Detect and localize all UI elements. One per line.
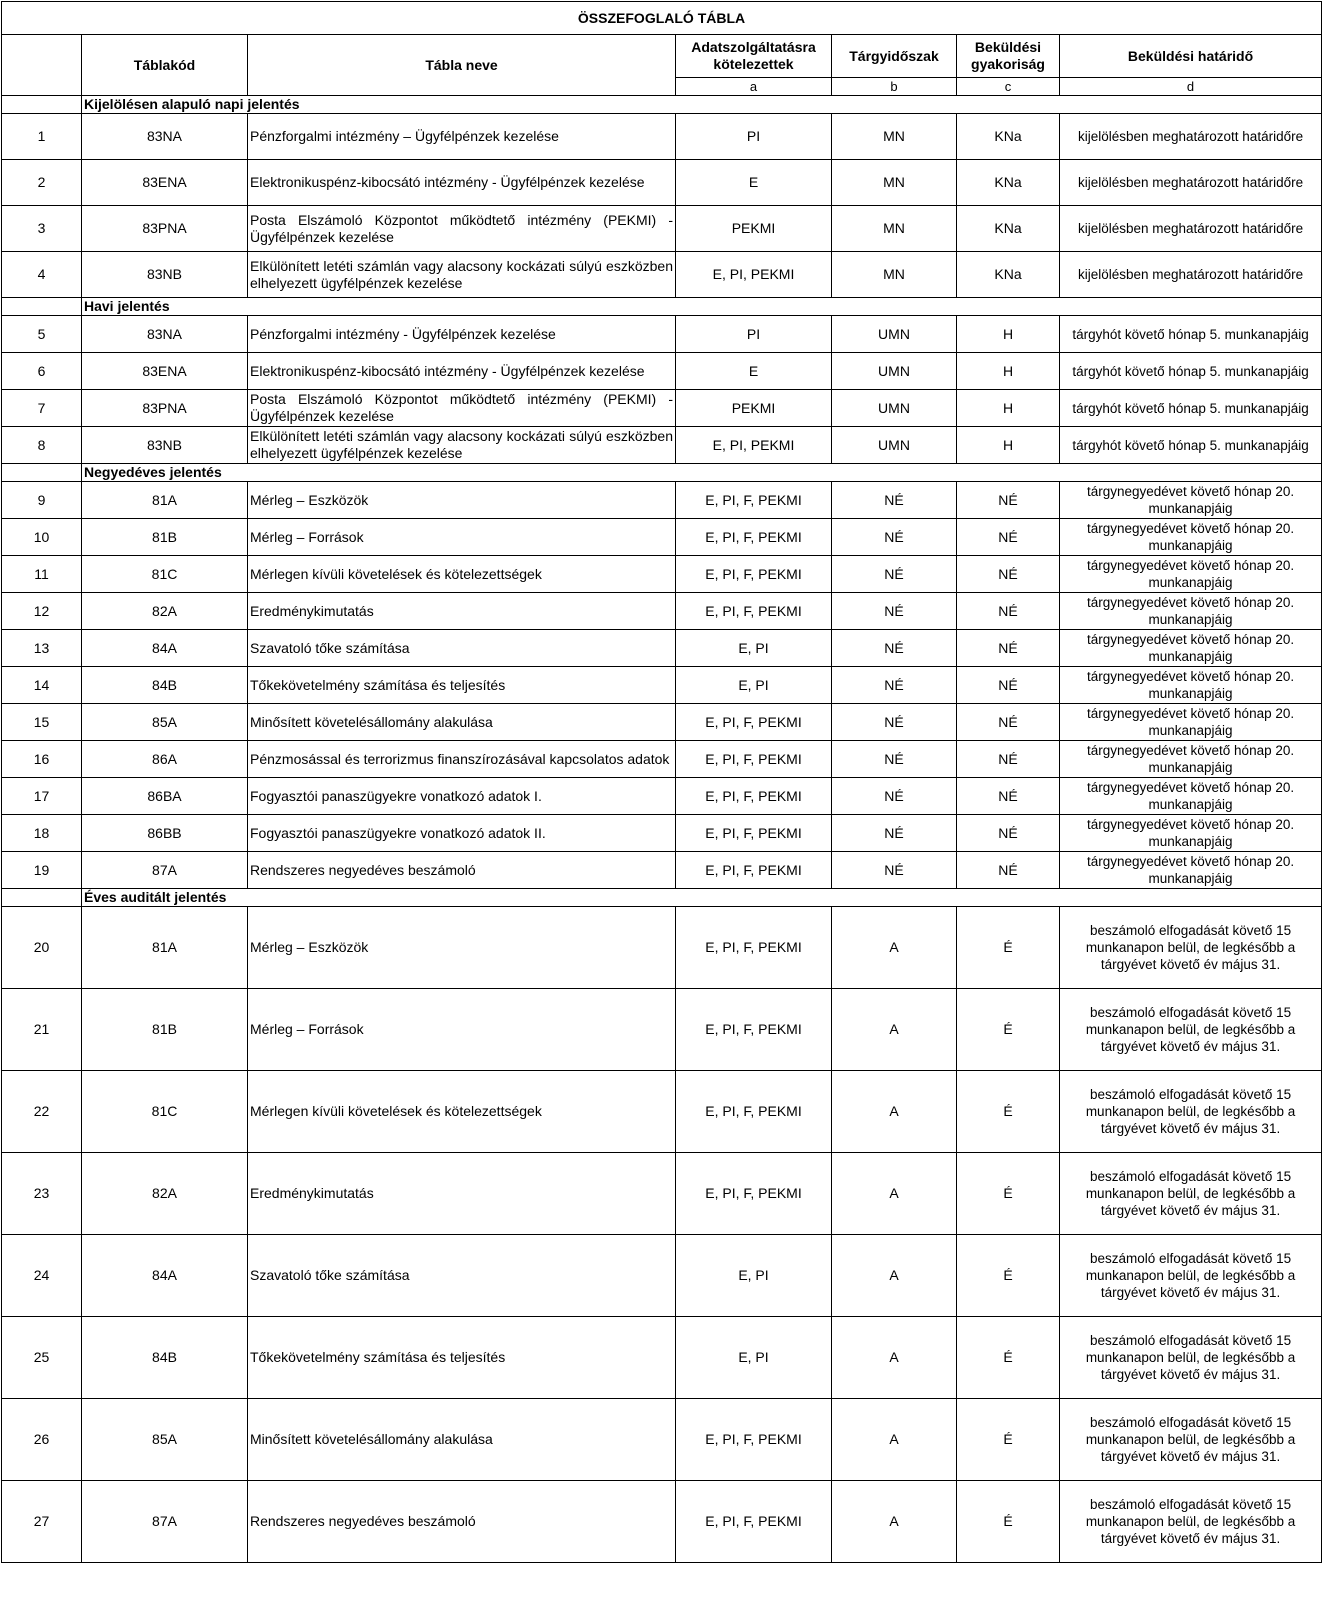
reference-period: MN <box>832 206 957 252</box>
submission-deadline: tárgynegyedévet követő hónap 20. munkanapjáig <box>1060 778 1322 815</box>
section-blank-cell <box>2 96 82 114</box>
table-code: 81A <box>82 907 248 989</box>
table-name: Tőkekövetelmény számítása és teljesítés <box>248 667 676 704</box>
reference-period: MN <box>832 114 957 160</box>
table-name: Elektronikuspénz-kibocsátó intézmény - Ügyfélpénzek kezelése <box>248 353 676 390</box>
table-code: 83NA <box>82 114 248 160</box>
header-letter-d: d <box>1060 78 1322 96</box>
section-blank-cell <box>2 464 82 482</box>
obligated-entities: E, PI, F, PEKMI <box>676 989 832 1071</box>
table-row <box>2 353 1322 390</box>
table-name: Elkülönített letéti számlán vagy alacsony kockázati súlyú eszközben elhelyezett ügyfélpénzek kezelése <box>248 427 676 464</box>
header-no <box>2 35 82 96</box>
table-row <box>2 1153 1322 1235</box>
obligated-entities: E, PI, F, PEKMI <box>676 852 832 889</box>
table-name: Minősített követelésállomány alakulása <box>248 1399 676 1481</box>
table-name: Mérlegen kívüli követelések és kötelezettségek <box>248 1071 676 1153</box>
submission-frequency: H <box>957 390 1060 427</box>
row-number: 1 <box>2 114 82 160</box>
table-row <box>2 252 1322 298</box>
section-title: Havi jelentés <box>82 298 1322 316</box>
table-row <box>2 907 1322 989</box>
reference-period: NÉ <box>832 704 957 741</box>
reference-period: NÉ <box>832 741 957 778</box>
row-number: 25 <box>2 1317 82 1399</box>
row-number: 17 <box>2 778 82 815</box>
reference-period: NÉ <box>832 482 957 519</box>
reference-period: MN <box>832 160 957 206</box>
obligated-entities: E, PI, F, PEKMI <box>676 593 832 630</box>
submission-frequency: KNa <box>957 160 1060 206</box>
submission-deadline: beszámoló elfogadását követő 15 munkanapon belül, de legkésőbb a tárgyévet követő év május 31. <box>1060 1071 1322 1153</box>
table-row <box>2 482 1322 519</box>
submission-frequency: É <box>957 1235 1060 1317</box>
obligated-entities: E, PI, F, PEKMI <box>676 815 832 852</box>
submission-frequency: KNa <box>957 114 1060 160</box>
table-row <box>2 519 1322 556</box>
row-number: 9 <box>2 482 82 519</box>
table-row <box>2 160 1322 206</box>
submission-frequency: NÉ <box>957 667 1060 704</box>
header-period: Tárgyidőszak <box>832 35 957 78</box>
submission-deadline: kijelölésben meghatározott határidőre <box>1060 160 1322 206</box>
summary-table <box>1 1 1322 1563</box>
submission-deadline: tárgynegyedévet követő hónap 20. munkanapjáig <box>1060 852 1322 889</box>
obligated-entities: E, PI, F, PEKMI <box>676 1399 832 1481</box>
obligated-entities: E, PI, F, PEKMI <box>676 1153 832 1235</box>
table-row <box>2 1481 1322 1563</box>
submission-deadline: beszámoló elfogadását követő 15 munkanapon belül, de legkésőbb a tárgyévet követő év május 31. <box>1060 989 1322 1071</box>
submission-deadline: beszámoló elfogadását követő 15 munkanapon belül, de legkésőbb a tárgyévet követő év május 31. <box>1060 1153 1322 1235</box>
submission-frequency: NÉ <box>957 519 1060 556</box>
table-row <box>2 1235 1322 1317</box>
submission-deadline: tárgynegyedévet követő hónap 20. munkanapjáig <box>1060 741 1322 778</box>
reference-period: NÉ <box>832 815 957 852</box>
submission-deadline: tárgynegyedévet követő hónap 20. munkanapjáig <box>1060 519 1322 556</box>
row-number: 20 <box>2 907 82 989</box>
table-name: Fogyasztói panaszügyekre vonatkozó adatok II. <box>248 815 676 852</box>
submission-frequency: NÉ <box>957 704 1060 741</box>
header-letter-b: b <box>832 78 957 96</box>
section-title: Éves auditált jelentés <box>82 889 1322 907</box>
header-row <box>2 35 1322 78</box>
table-code: 81C <box>82 556 248 593</box>
table-name: Pénzforgalmi intézmény - Ügyfélpénzek kezelése <box>248 316 676 353</box>
submission-frequency: É <box>957 1317 1060 1399</box>
submission-frequency: KNa <box>957 252 1060 298</box>
row-number: 26 <box>2 1399 82 1481</box>
table-code: 85A <box>82 704 248 741</box>
obligated-entities: E, PI, PEKMI <box>676 427 832 464</box>
obligated-entities: E, PI <box>676 1317 832 1399</box>
submission-deadline: tárgynegyedévet követő hónap 20. munkanapjáig <box>1060 667 1322 704</box>
table-row <box>2 1399 1322 1481</box>
table-row <box>2 427 1322 464</box>
row-number: 6 <box>2 353 82 390</box>
table-code: 86A <box>82 741 248 778</box>
row-number: 8 <box>2 427 82 464</box>
table-row <box>2 852 1322 889</box>
reference-period: NÉ <box>832 630 957 667</box>
reference-period: UMN <box>832 316 957 353</box>
table-code: 84B <box>82 1317 248 1399</box>
table-code: 86BB <box>82 815 248 852</box>
submission-deadline: tárgynegyedévet követő hónap 20. munkanapjáig <box>1060 704 1322 741</box>
table-name: Minősített követelésállomány alakulása <box>248 704 676 741</box>
table-code: 86BA <box>82 778 248 815</box>
submission-frequency: É <box>957 1153 1060 1235</box>
obligated-entities: E, PI, F, PEKMI <box>676 1071 832 1153</box>
reference-period: A <box>832 1235 957 1317</box>
submission-frequency: NÉ <box>957 556 1060 593</box>
row-number: 27 <box>2 1481 82 1563</box>
submission-deadline: tárgyhót követő hónap 5. munkanapjáig <box>1060 427 1322 464</box>
submission-frequency: NÉ <box>957 815 1060 852</box>
reference-period: NÉ <box>832 519 957 556</box>
section-blank-cell <box>2 889 82 907</box>
row-number: 18 <box>2 815 82 852</box>
table-row <box>2 114 1322 160</box>
table-code: 85A <box>82 1399 248 1481</box>
table-name: Rendszeres negyedéves beszámoló <box>248 852 676 889</box>
table-row <box>2 704 1322 741</box>
table-name: Pénzforgalmi intézmény – Ügyfélpénzek kezelése <box>248 114 676 160</box>
table-code: 84A <box>82 1235 248 1317</box>
header-deadline: Beküldési határidő <box>1060 35 1322 78</box>
row-number: 14 <box>2 667 82 704</box>
table-name: Mérleg – Források <box>248 519 676 556</box>
row-number: 15 <box>2 704 82 741</box>
submission-frequency: É <box>957 1481 1060 1563</box>
submission-deadline: kijelölésben meghatározott határidőre <box>1060 206 1322 252</box>
reference-period: A <box>832 1399 957 1481</box>
submission-frequency: NÉ <box>957 630 1060 667</box>
table-name: Elkülönített letéti számlán vagy alacsony kockázati súlyú eszközben elhelyezett ügyfélpénzek kezelése <box>248 252 676 298</box>
table-code: 84B <box>82 667 248 704</box>
submission-frequency: NÉ <box>957 741 1060 778</box>
section-title: Negyedéves jelentés <box>82 464 1322 482</box>
reference-period: A <box>832 1481 957 1563</box>
obligated-entities: E, PI, F, PEKMI <box>676 704 832 741</box>
submission-frequency: H <box>957 427 1060 464</box>
table-code: 83PNA <box>82 390 248 427</box>
table-row <box>2 989 1322 1071</box>
obligated-entities: E, PI, F, PEKMI <box>676 556 832 593</box>
submission-frequency: H <box>957 316 1060 353</box>
row-number: 22 <box>2 1071 82 1153</box>
obligated-entities: E, PI <box>676 1235 832 1317</box>
table-name: Eredménykimutatás <box>248 1153 676 1235</box>
table-row <box>2 815 1322 852</box>
table-name: Eredménykimutatás <box>248 593 676 630</box>
obligated-entities: E, PI, F, PEKMI <box>676 1481 832 1563</box>
table-code: 87A <box>82 1481 248 1563</box>
table-code: 81B <box>82 989 248 1071</box>
table-name: Elektronikuspénz-kibocsátó intézmény - Ügyfélpénzek kezelése <box>248 160 676 206</box>
table-row <box>2 206 1322 252</box>
obligated-entities: E, PI, F, PEKMI <box>676 741 832 778</box>
table-row <box>2 630 1322 667</box>
row-number: 19 <box>2 852 82 889</box>
table-code: 83PNA <box>82 206 248 252</box>
submission-deadline: tárgynegyedévet követő hónap 20. munkanapjáig <box>1060 630 1322 667</box>
row-number: 5 <box>2 316 82 353</box>
submission-frequency: KNa <box>957 206 1060 252</box>
table-row <box>2 778 1322 815</box>
table-code: 83NA <box>82 316 248 353</box>
obligated-entities: E, PI, F, PEKMI <box>676 519 832 556</box>
submission-frequency: H <box>957 353 1060 390</box>
submission-deadline: tárgyhót követő hónap 5. munkanapjáig <box>1060 353 1322 390</box>
submission-frequency: NÉ <box>957 593 1060 630</box>
submission-frequency: É <box>957 1071 1060 1153</box>
table-code: 87A <box>82 852 248 889</box>
table-code: 83NB <box>82 427 248 464</box>
obligated-entities: E, PI, F, PEKMI <box>676 907 832 989</box>
obligated-entities: PEKMI <box>676 390 832 427</box>
table-name: Tőkekövetelmény számítása és teljesítés <box>248 1317 676 1399</box>
table-name: Szavatoló tőke számítása <box>248 630 676 667</box>
section-header-row <box>2 96 1322 114</box>
obligated-entities: E <box>676 160 832 206</box>
table-code: 83ENA <box>82 353 248 390</box>
header-code: Táblakód <box>82 35 248 96</box>
row-number: 16 <box>2 741 82 778</box>
table-row <box>2 390 1322 427</box>
row-number: 24 <box>2 1235 82 1317</box>
row-number: 10 <box>2 519 82 556</box>
row-number: 23 <box>2 1153 82 1235</box>
row-number: 7 <box>2 390 82 427</box>
submission-deadline: beszámoló elfogadását követő 15 munkanapon belül, de legkésőbb a tárgyévet követő év május 31. <box>1060 1235 1322 1317</box>
section-header-row <box>2 464 1322 482</box>
submission-deadline: tárgynegyedévet követő hónap 20. munkanapjáig <box>1060 593 1322 630</box>
row-number: 4 <box>2 252 82 298</box>
reference-period: UMN <box>832 353 957 390</box>
submission-frequency: É <box>957 907 1060 989</box>
reference-period: MN <box>832 252 957 298</box>
header-obligated: Adatszolgáltatásra kötelezettek <box>676 35 832 78</box>
table-code: 83NB <box>82 252 248 298</box>
table-name: Mérleg – Források <box>248 989 676 1071</box>
section-title: Kijelölésen alapuló napi jelentés <box>82 96 1322 114</box>
header-frequency: Beküldési gyakoriság <box>957 35 1060 78</box>
table-code: 82A <box>82 593 248 630</box>
table-title: ÖSSZEFOGLALÓ TÁBLA <box>2 2 1322 35</box>
table-row <box>2 593 1322 630</box>
reference-period: A <box>832 1071 957 1153</box>
table-name: Mérleg – Eszközök <box>248 907 676 989</box>
obligated-entities: PEKMI <box>676 206 832 252</box>
table-row <box>2 667 1322 704</box>
table-code: 81A <box>82 482 248 519</box>
obligated-entities: E <box>676 353 832 390</box>
table-row <box>2 1317 1322 1399</box>
obligated-entities: E, PI, PEKMI <box>676 252 832 298</box>
submission-deadline: tárgynegyedévet követő hónap 20. munkanapjáig <box>1060 815 1322 852</box>
table-name: Fogyasztói panaszügyekre vonatkozó adatok I. <box>248 778 676 815</box>
reference-period: A <box>832 1153 957 1235</box>
reference-period: NÉ <box>832 778 957 815</box>
submission-deadline: tárgyhót követő hónap 5. munkanapjáig <box>1060 316 1322 353</box>
table-code: 81B <box>82 519 248 556</box>
obligated-entities: PI <box>676 316 832 353</box>
table-name: Posta Elszámoló Központot működtető intézmény (PEKMI) - Ügyfélpénzek kezelése <box>248 206 676 252</box>
table-code: 83ENA <box>82 160 248 206</box>
submission-deadline: kijelölésben meghatározott határidőre <box>1060 252 1322 298</box>
table-name: Posta Elszámoló Központot működtető intézmény (PEKMI) - Ügyfélpénzek kezelése <box>248 390 676 427</box>
row-number: 12 <box>2 593 82 630</box>
reference-period: A <box>832 907 957 989</box>
reference-period: A <box>832 1317 957 1399</box>
reference-period: NÉ <box>832 593 957 630</box>
row-number: 13 <box>2 630 82 667</box>
obligated-entities: E, PI, F, PEKMI <box>676 778 832 815</box>
submission-deadline: tárgynegyedévet követő hónap 20. munkanapjáig <box>1060 556 1322 593</box>
section-blank-cell <box>2 298 82 316</box>
header-letter-c: c <box>957 78 1060 96</box>
table-name: Rendszeres negyedéves beszámoló <box>248 1481 676 1563</box>
table-row <box>2 741 1322 778</box>
obligated-entities: PI <box>676 114 832 160</box>
submission-deadline: tárgynegyedévet követő hónap 20. munkanapjáig <box>1060 482 1322 519</box>
submission-deadline: beszámoló elfogadását követő 15 munkanapon belül, de legkésőbb a tárgyévet követő év május 31. <box>1060 1481 1322 1563</box>
row-number: 11 <box>2 556 82 593</box>
submission-frequency: NÉ <box>957 778 1060 815</box>
table-row <box>2 316 1322 353</box>
table-name: Mérlegen kívüli követelések és kötelezettségek <box>248 556 676 593</box>
submission-deadline: kijelölésben meghatározott határidőre <box>1060 114 1322 160</box>
row-number: 3 <box>2 206 82 252</box>
header-letter-a: a <box>676 78 832 96</box>
submission-deadline: beszámoló elfogadását követő 15 munkanapon belül, de legkésőbb a tárgyévet követő év május 31. <box>1060 907 1322 989</box>
title-row <box>2 2 1322 35</box>
obligated-entities: E, PI, F, PEKMI <box>676 482 832 519</box>
submission-deadline: beszámoló elfogadását követő 15 munkanapon belül, de legkésőbb a tárgyévet követő év május 31. <box>1060 1399 1322 1481</box>
table-name: Mérleg – Eszközök <box>248 482 676 519</box>
table-code: 84A <box>82 630 248 667</box>
section-header-row <box>2 889 1322 907</box>
table-name: Pénzmosással és terrorizmus finanszírozásával kapcsolatos adatok <box>248 741 676 778</box>
reference-period: NÉ <box>832 852 957 889</box>
table-row <box>2 1071 1322 1153</box>
submission-frequency: É <box>957 1399 1060 1481</box>
table-row <box>2 556 1322 593</box>
obligated-entities: E, PI <box>676 667 832 704</box>
submission-frequency: NÉ <box>957 482 1060 519</box>
reference-period: NÉ <box>832 556 957 593</box>
reference-period: A <box>832 989 957 1071</box>
submission-frequency: NÉ <box>957 852 1060 889</box>
reference-period: UMN <box>832 427 957 464</box>
submission-frequency: É <box>957 989 1060 1071</box>
table-code: 82A <box>82 1153 248 1235</box>
obligated-entities: E, PI <box>676 630 832 667</box>
submission-deadline: tárgyhót követő hónap 5. munkanapjáig <box>1060 390 1322 427</box>
table-code: 81C <box>82 1071 248 1153</box>
reference-period: UMN <box>832 390 957 427</box>
header-name: Tábla neve <box>248 35 676 96</box>
reference-period: NÉ <box>832 667 957 704</box>
row-number: 2 <box>2 160 82 206</box>
row-number: 21 <box>2 989 82 1071</box>
table-name: Szavatoló tőke számítása <box>248 1235 676 1317</box>
section-header-row <box>2 298 1322 316</box>
submission-deadline: beszámoló elfogadását követő 15 munkanapon belül, de legkésőbb a tárgyévet követő év május 31. <box>1060 1317 1322 1399</box>
